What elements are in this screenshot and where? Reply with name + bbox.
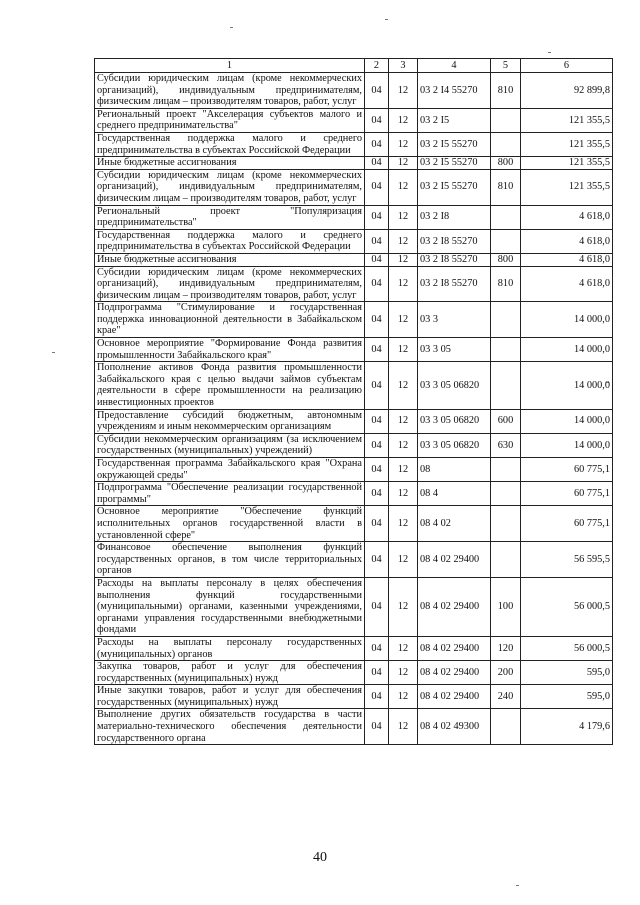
row-amount: 60 775,1 [521,506,613,542]
row-expense-type [491,506,521,542]
row-section: 04 [365,482,389,506]
row-amount: 4 179,6 [521,709,613,745]
row-expense-type [491,482,521,506]
row-name: Государственная программа Забайкальского края "Охрана окружающей среды" [95,458,365,482]
header-cell: 2 [365,59,389,73]
row-target-code: 03 3 [418,302,491,338]
table-row [95,409,613,433]
row-name: Иные бюджетные ассигнования [95,253,365,266]
row-subsection: 12 [389,685,418,709]
row-amount: 14 000,0 [521,302,613,338]
row-target-code: 03 2 I5 55270 [418,169,491,205]
row-target-code: 03 2 I8 [418,205,491,229]
row-target-code: 08 4 [418,482,491,506]
row-section: 04 [365,685,389,709]
row-expense-type [491,205,521,229]
row-expense-type [491,709,521,745]
row-amount: 595,0 [521,685,613,709]
row-amount: 121 355,5 [521,108,613,132]
table-row [95,458,613,482]
row-expense-type [491,229,521,253]
row-target-code: 03 2 I4 55270 [418,73,491,109]
table-row [95,205,613,229]
row-expense-type: 810 [491,169,521,205]
row-section: 04 [365,661,389,685]
row-target-code: 08 4 02 29400 [418,685,491,709]
row-section: 04 [365,338,389,362]
row-target-code: 03 3 05 [418,338,491,362]
row-target-code: 08 4 02 [418,506,491,542]
header-cell: 6 [521,59,613,73]
row-subsection: 12 [389,132,418,156]
row-name: Подпрограмма "Обеспечение реализации государственной программы" [95,482,365,506]
row-section: 04 [365,266,389,302]
table-row [95,266,613,302]
row-amount: 56 595,5 [521,542,613,578]
row-target-code: 03 2 I8 55270 [418,266,491,302]
table-row [95,661,613,685]
row-subsection: 12 [389,229,418,253]
row-amount: 56 000,5 [521,636,613,660]
row-section: 04 [365,458,389,482]
row-name: Основное мероприятие "Формирование Фонда развития промышленности Забайкальского края" [95,338,365,362]
row-subsection: 12 [389,157,418,170]
row-name: Закупка товаров, работ и услуг для обеспечения государственных (муниципальных) нужд [95,661,365,685]
row-name: Основное мероприятие "Обеспечение функций исполнительных органов государственной власти в установленной сфере" [95,506,365,542]
row-subsection: 12 [389,542,418,578]
header-cell: 3 [389,59,418,73]
table-row [95,169,613,205]
row-expense-type: 100 [491,577,521,636]
row-name: Подпрограмма "Стимулирование и государственная поддержка инновационной деятельности в Забайкальском крае" [95,302,365,338]
table-header-row [95,59,613,73]
table-row [95,433,613,457]
row-expense-type: 810 [491,266,521,302]
table-row [95,229,613,253]
row-section: 04 [365,409,389,433]
scan-speck [548,52,551,53]
row-section: 04 [365,73,389,109]
row-target-code: 08 4 02 29400 [418,577,491,636]
row-amount: 595,0 [521,661,613,685]
row-expense-type: 240 [491,685,521,709]
row-section: 04 [365,506,389,542]
row-amount: 56 000,5 [521,577,613,636]
row-expense-type [491,458,521,482]
row-section: 04 [365,229,389,253]
row-expense-type: 200 [491,661,521,685]
row-target-code: 08 4 02 29400 [418,636,491,660]
row-target-code: 03 3 05 06820 [418,433,491,457]
row-section: 04 [365,169,389,205]
row-target-code: 08 [418,458,491,482]
table-row [95,73,613,109]
row-name: Предоставление субсидий бюджетным, автономным учреждениям и иным некоммерческим организациям [95,409,365,433]
table-row [95,542,613,578]
row-section: 04 [365,157,389,170]
row-target-code: 08 4 02 49300 [418,709,491,745]
header-cell: 4 [418,59,491,73]
row-name: Субсидии юридическим лицам (кроме некоммерческих организаций), индивидуальным предпринимателям, физическим лицам – производителям товаров, работ, услуг [95,169,365,205]
row-expense-type: 600 [491,409,521,433]
row-name: Региональный проект "Акселерация субъектов малого и среднего предпринимательства" [95,108,365,132]
row-section: 04 [365,302,389,338]
row-name: Иные бюджетные ассигнования [95,157,365,170]
table-row [95,302,613,338]
row-target-code: 03 2 I5 [418,108,491,132]
row-name: Государственная поддержка малого и среднего предпринимательства в субъектах Российской Федерации [95,132,365,156]
row-amount: 121 355,5 [521,169,613,205]
table-row [95,482,613,506]
row-subsection: 12 [389,577,418,636]
row-subsection: 12 [389,73,418,109]
row-subsection: 12 [389,302,418,338]
row-subsection: 12 [389,458,418,482]
table-row [95,636,613,660]
row-section: 04 [365,433,389,457]
row-expense-type [491,108,521,132]
row-section: 04 [365,709,389,745]
table-row [95,157,613,170]
scan-speck [52,352,55,353]
row-target-code: 03 2 I5 55270 [418,157,491,170]
row-expense-type [491,302,521,338]
row-target-code: 08 4 02 29400 [418,542,491,578]
row-amount: 92 899,8 [521,73,613,109]
row-name: Расходы на выплаты персоналу государственных (муниципальных) органов [95,636,365,660]
header-cell: 5 [491,59,521,73]
table-row [95,709,613,745]
row-target-code: 03 2 I5 55270 [418,132,491,156]
row-name: Расходы на выплаты персоналу в целях обеспечения выполнения функций государственными (муниципальными) органами, казенными учреждениями, органами управления государственными внебюджетными фондами [95,577,365,636]
row-name: Государственная поддержка малого и среднего предпринимательства в субъектах Российской Федерации [95,229,365,253]
row-section: 04 [365,108,389,132]
row-name: Иные закупки товаров, работ и услуг для обеспечения государственных (муниципальных) нужд [95,685,365,709]
row-name: Субсидии юридическим лицам (кроме некоммерческих организаций), индивидуальным предпринимателям, физическим лицам – производителям товаров, работ, услуг [95,73,365,109]
row-subsection: 12 [389,169,418,205]
row-subsection: 12 [389,482,418,506]
row-expense-type: 810 [491,73,521,109]
table-row [95,132,613,156]
row-amount: 4 618,0 [521,266,613,302]
row-amount: 121 355,5 [521,157,613,170]
row-target-code: 03 3 05 06820 [418,362,491,409]
table-row [95,253,613,266]
row-amount: 60 775,1 [521,458,613,482]
row-name: Субсидии юридическим лицам (кроме некоммерческих организаций), индивидуальным предпринимателям, физическим лицам – производителям товаров, работ, услуг [95,266,365,302]
row-subsection: 12 [389,338,418,362]
row-target-code: 03 2 I8 55270 [418,253,491,266]
row-expense-type [491,338,521,362]
page-number: 40 [313,850,327,865]
row-subsection: 12 [389,709,418,745]
row-amount: 14 000,0 [521,338,613,362]
row-section: 04 [365,132,389,156]
row-expense-type: 800 [491,253,521,266]
row-target-code: 03 3 05 06820 [418,409,491,433]
row-subsection: 12 [389,661,418,685]
row-expense-type [491,132,521,156]
row-subsection: 12 [389,506,418,542]
row-expense-type [491,362,521,409]
row-expense-type: 630 [491,433,521,457]
row-amount: 4 618,0 [521,229,613,253]
row-name: Пополнение активов Фонда развития промышленности Забайкальского края с целью выдачи займов субъектам деятельности в сфере промышленности на реализацию инвестиционных проектов [95,362,365,409]
table-row [95,685,613,709]
row-target-code: 03 2 I8 55270 [418,229,491,253]
scan-speck [516,885,519,886]
scan-speck [230,27,233,28]
row-section: 04 [365,253,389,266]
header-cell: 1 [95,59,365,73]
row-amount: 60 775,1 [521,482,613,506]
row-amount: 14 000,0 [521,433,613,457]
budget-table [94,58,613,745]
row-amount: 4 618,0 [521,253,613,266]
row-expense-type [491,542,521,578]
row-subsection: 12 [389,409,418,433]
table-row [95,362,613,409]
table-row [95,338,613,362]
row-name: Региональный проект "Популяризация предпринимательства" [95,205,365,229]
row-name: Субсидии некоммерческим организациям (за исключением государственных (муниципальных) учреждений) [95,433,365,457]
row-expense-type: 800 [491,157,521,170]
row-subsection: 12 [389,266,418,302]
row-subsection: 12 [389,205,418,229]
row-section: 04 [365,577,389,636]
row-name: Финансовое обеспечение выполнения функций государственных органов, в том числе территориальных органов [95,542,365,578]
row-section: 04 [365,542,389,578]
row-amount: 121 355,5 [521,132,613,156]
row-target-code: 08 4 02 29400 [418,661,491,685]
table-row [95,506,613,542]
row-subsection: 12 [389,253,418,266]
table-row [95,577,613,636]
table-row [95,108,613,132]
row-section: 04 [365,636,389,660]
row-section: 04 [365,205,389,229]
row-subsection: 12 [389,362,418,409]
row-section: 04 [365,362,389,409]
row-subsection: 12 [389,636,418,660]
row-subsection: 12 [389,433,418,457]
row-amount: 14 000,0 [521,409,613,433]
row-expense-type: 120 [491,636,521,660]
row-amount: 14 000,0 [521,362,613,409]
row-subsection: 12 [389,108,418,132]
row-amount: 4 618,0 [521,205,613,229]
row-name: Выполнение других обязательств государства в части материально-технического обеспечения деятельности государственного органа [95,709,365,745]
scan-speck [385,19,388,20]
